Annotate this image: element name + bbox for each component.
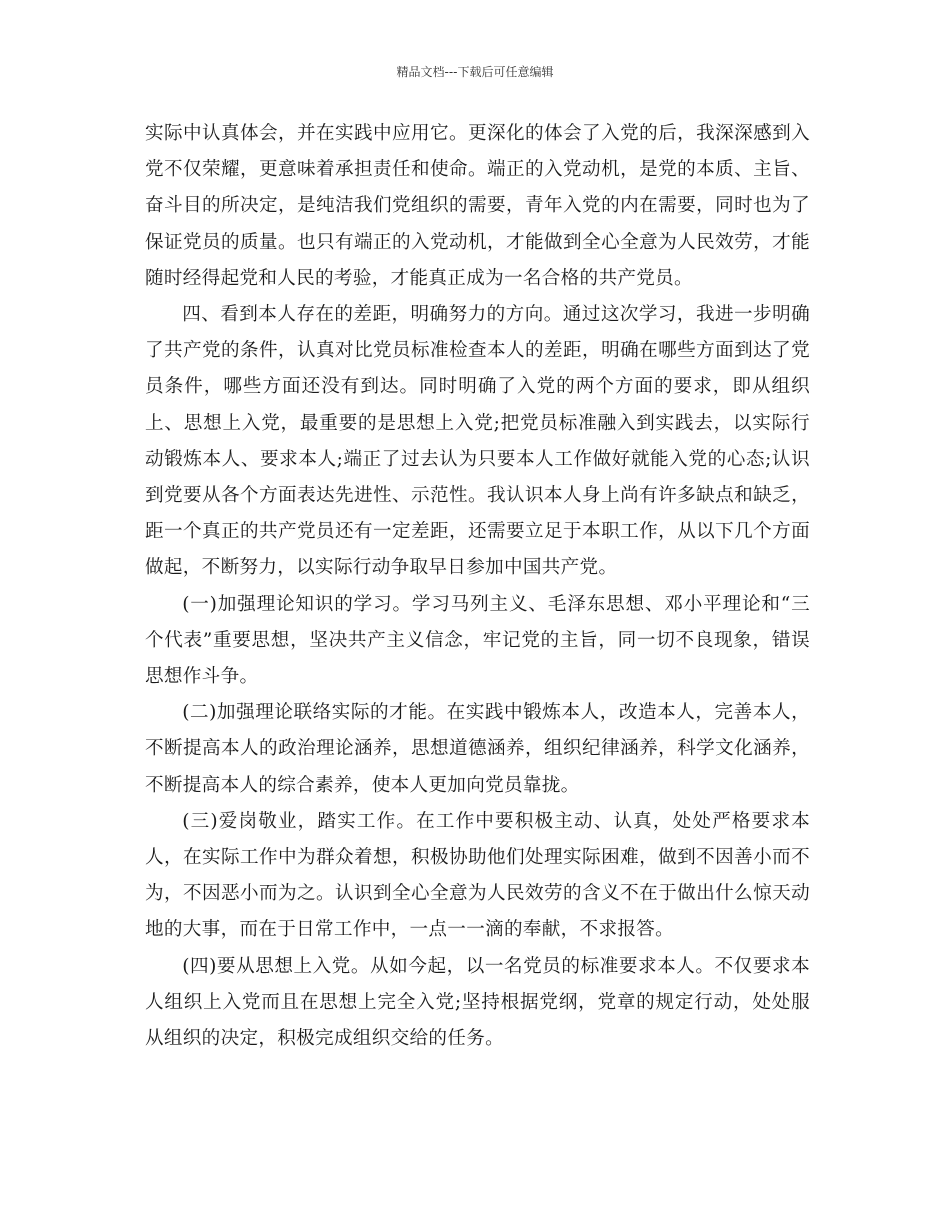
paragraph-item-four: (四)要从思想上入党。从如今起，以一名党员的标准要求本人。不仅要求本人组织上入党而且在思想上完全入党;坚持根据党纲，党章的规定行动，处处服从组织的决定，积极完成组织交给的任务。 <box>145 955 810 1050</box>
document-body <box>145 116 810 1057</box>
paragraph-item-three: (三)爱岗敬业，踏实工作。在工作中要积极主动、认真，处处严格要求本人，在实际工作中为群众着想，积极协助他们处理实际困难，做到不因善小而不为，不因恶小而为之。认识到全心全意为人民效劳的含义不在于做出什么惊天动地的大事，而在于日常工作中，一点一一滴的奉献，不求报答。 <box>145 810 810 941</box>
paragraph-section-four: 四、看到本人存在的差距，明确努力的方向。通过这次学习，我进一步明确了共产党的条件，认真对比党员标准检查本人的差距，明确在哪些方面到达了党员条件，哪些方面还没有到达。同时明确了入党的两个方面的要求，即从组织上、思想上入党，最重要的是思想上入党;把党员标准融入到实践去，以实际行动锻炼本人、要求本人;端正了过去认为只要本人工作做好就能入党的心态;认识到党要从各个方面表达先进性、示范性。我认识本人身上尚有许多缺点和缺乏，距一个真正的共产党员还有一定差距，还需要立足于本职工作，从以下几个方面做起，不断努力，以实际行动争取早日参加中国共产党。 <box>145 304 810 579</box>
paragraph-intro-continued: 实际中认真体会，并在实践中应用它。更深化的体会了入党的后，我深深感到入党不仅荣耀，更意味着承担责任和使命。端正的入党动机，是党的本质、主旨、奋斗目的所决定，是纯洁我们党组织的需要，青年入党的内在需要，同时也为了保证党员的质量。也只有端正的入党动机，才能做到全心全意为人民效劳，才能随时经得起党和人民的考验，才能真正成为一名合格的共产党员。 <box>145 123 810 289</box>
paragraph-item-two: (二)加强理论联络实际的才能。在实践中锻炼本人，改造本人，完善本人，不断提高本人的政治理论涵养，思想道德涵养，组织纪律涵养，科学文化涵养，不断提高本人的综合素养，使本人更加向党员靠拢。 <box>145 702 810 796</box>
page-header: 精品文档---下载后可任意编辑 <box>396 65 554 79</box>
paragraph-item-one: (一)加强理论知识的学习。学习马列主义、毛泽东思想、邓小平理论和“三个代表”重要思想，坚决共产主义信念，牢记党的主旨，同一切不良现象，错误思想作斗争。 <box>145 593 810 688</box>
